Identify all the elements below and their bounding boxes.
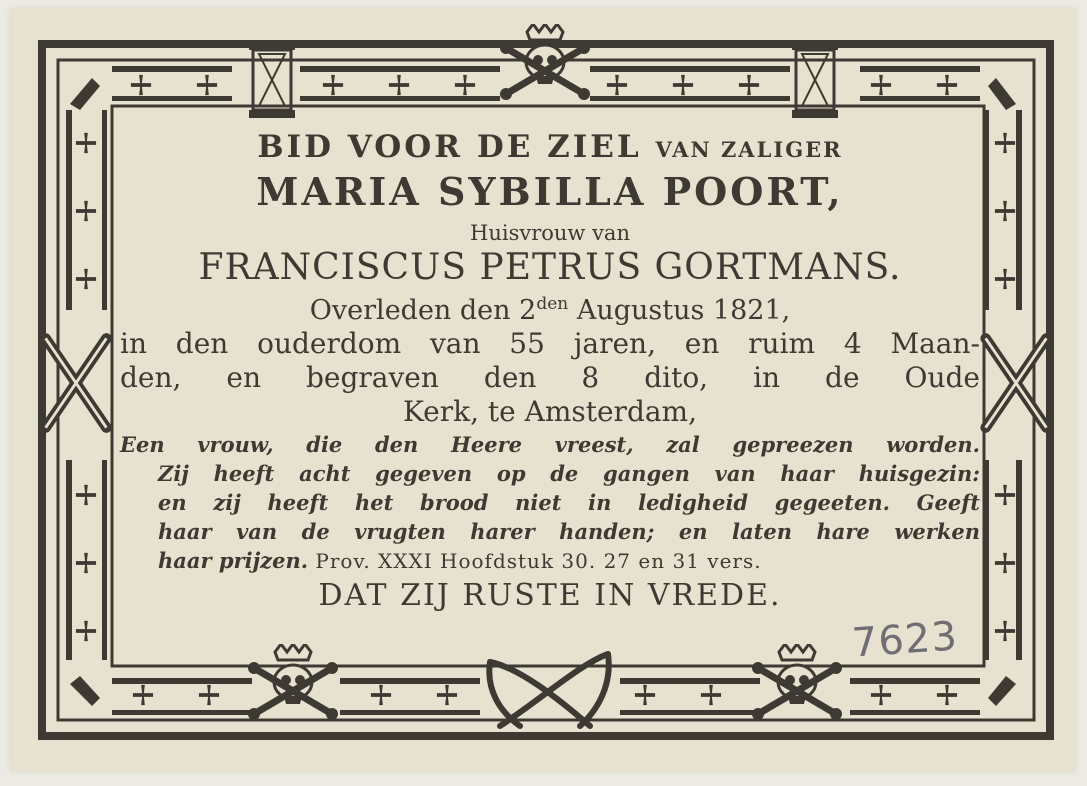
verse-line: Een vrouw, die den Heere vreest, zal gepreezen worden.	[120, 432, 980, 457]
verse-line: en zij heeft het brood niet in ledigheid gegeeten. Geeft	[158, 490, 980, 515]
burial-line: den, en begraven den 8 dito, in de Oude	[120, 361, 980, 394]
death-date-sup: den	[536, 294, 569, 314]
death-date	[120, 296, 980, 324]
prayer-heading-small: VAN ZALIGER	[655, 137, 843, 162]
verse-last-line	[120, 550, 980, 571]
verse-last-italic: haar prijzen.	[158, 548, 309, 573]
prayer-heading	[120, 129, 980, 165]
verse-line: Zij heeft acht gegeven op de gangen van haar huisgezin:	[158, 461, 980, 486]
closing-prayer: DAT ZIJ RUSTE IN VREDE.	[318, 578, 782, 613]
deceased-name: MARIA SYBILLA POORT,	[256, 169, 844, 214]
age-line: in den ouderdom van 55 jaren, en ruim 4 Maan-	[120, 327, 980, 360]
verse-line: haar van de vrugten harer handen; en laten hare werken	[158, 519, 980, 544]
place-line: Kerk, te Amsterdam,	[402, 395, 698, 428]
death-date-prefix: Overleden den 2	[309, 295, 537, 326]
card-text	[120, 128, 980, 611]
verse-reference: Prov. XXXI Hoofdstuk 30. 27 en 31 vers.	[315, 549, 762, 573]
handwritten-number: 7623	[850, 613, 960, 667]
husband-name: FRANCISCUS PETRUS GORTMANS.	[198, 247, 902, 288]
relation-label: Huisvrouw van	[470, 221, 630, 245]
death-date-suffix: Augustus 1821,	[576, 295, 791, 326]
prayer-heading-main: BID VOOR DE ZIEL	[257, 129, 642, 165]
